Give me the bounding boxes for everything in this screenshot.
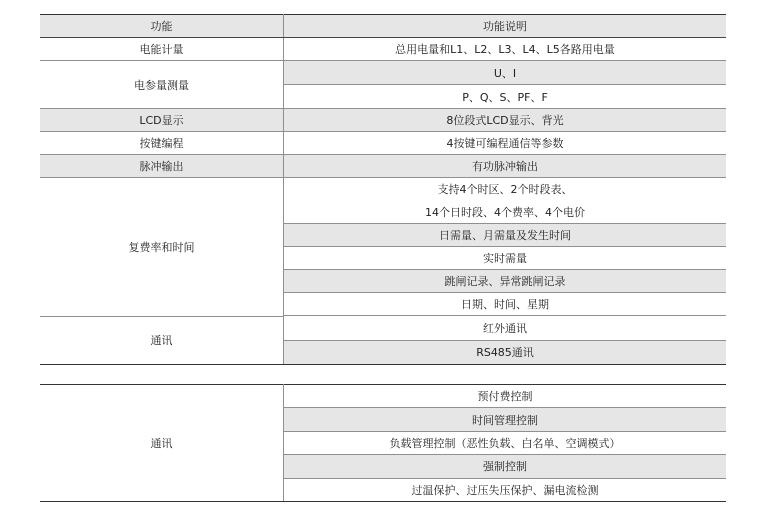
table-row-lcd xyxy=(40,109,726,132)
table-row-pulse xyxy=(40,155,726,178)
energy-desc: 总用电量和L1、L2、L3、L4、L5各路用电量 xyxy=(284,38,727,61)
function-table xyxy=(40,14,726,365)
params-desc-1: U、I xyxy=(284,61,727,85)
table2-desc-4: 强制控制 xyxy=(284,455,727,478)
table-row-energy xyxy=(40,38,726,61)
table2-row-1 xyxy=(40,385,726,408)
tariff-desc-1a: 支持4个时区、2个时段表、 xyxy=(437,183,573,197)
table-header-row xyxy=(40,15,726,38)
tariff-desc-4: 跳闸记录、异常跳闸记录 xyxy=(284,270,727,293)
table-row-comm-1 xyxy=(40,316,726,340)
table2-desc-5: 过温保护、过压失压保护、漏电流检测 xyxy=(284,478,727,501)
table2-label: 通讯 xyxy=(40,385,284,502)
comm-label: 通讯 xyxy=(40,316,284,364)
tariff-desc-3: 实时需量 xyxy=(284,247,727,270)
tariff-desc-2: 日需量、月需量及发生时间 xyxy=(284,224,727,247)
header-function: 功能 xyxy=(40,15,284,38)
comm-desc-1: 红外通讯 xyxy=(284,316,727,340)
lcd-desc: 8位段式LCD显示、背光 xyxy=(284,109,727,132)
keys-desc: 4按键可编程通信等参数 xyxy=(284,132,727,155)
table2-desc-1: 预付费控制 xyxy=(284,385,727,408)
control-table xyxy=(40,384,726,502)
tariff-desc-1b: 14个日时段、4个费率、4个电价 xyxy=(284,201,727,224)
lcd-label: LCD显示 xyxy=(40,109,284,132)
params-label: 电参量测量 xyxy=(40,61,284,109)
table2-desc-2: 时间管理控制 xyxy=(284,408,727,431)
pulse-label: 脉冲输出 xyxy=(40,155,284,178)
params-desc-2: P、Q、S、PF、F xyxy=(284,85,727,109)
energy-label: 电能计量 xyxy=(40,38,284,61)
header-description: 功能说明 xyxy=(284,15,727,38)
keys-label: 按键编程 xyxy=(40,132,284,155)
tariff-desc-5: 日期、时间、星期 xyxy=(284,293,727,316)
table2-desc-3: 负载管理控制（恶性负载、白名单、空调模式） xyxy=(284,431,727,454)
tariff-label: 复费率和时间 xyxy=(40,178,284,317)
pulse-desc: 有功脉冲输出 xyxy=(284,155,727,178)
table-row-params-1 xyxy=(40,61,726,85)
table-row-tariff-1a xyxy=(40,178,726,201)
table-row-keys xyxy=(40,132,726,155)
comm-desc-2: RS485通讯 xyxy=(284,340,727,364)
